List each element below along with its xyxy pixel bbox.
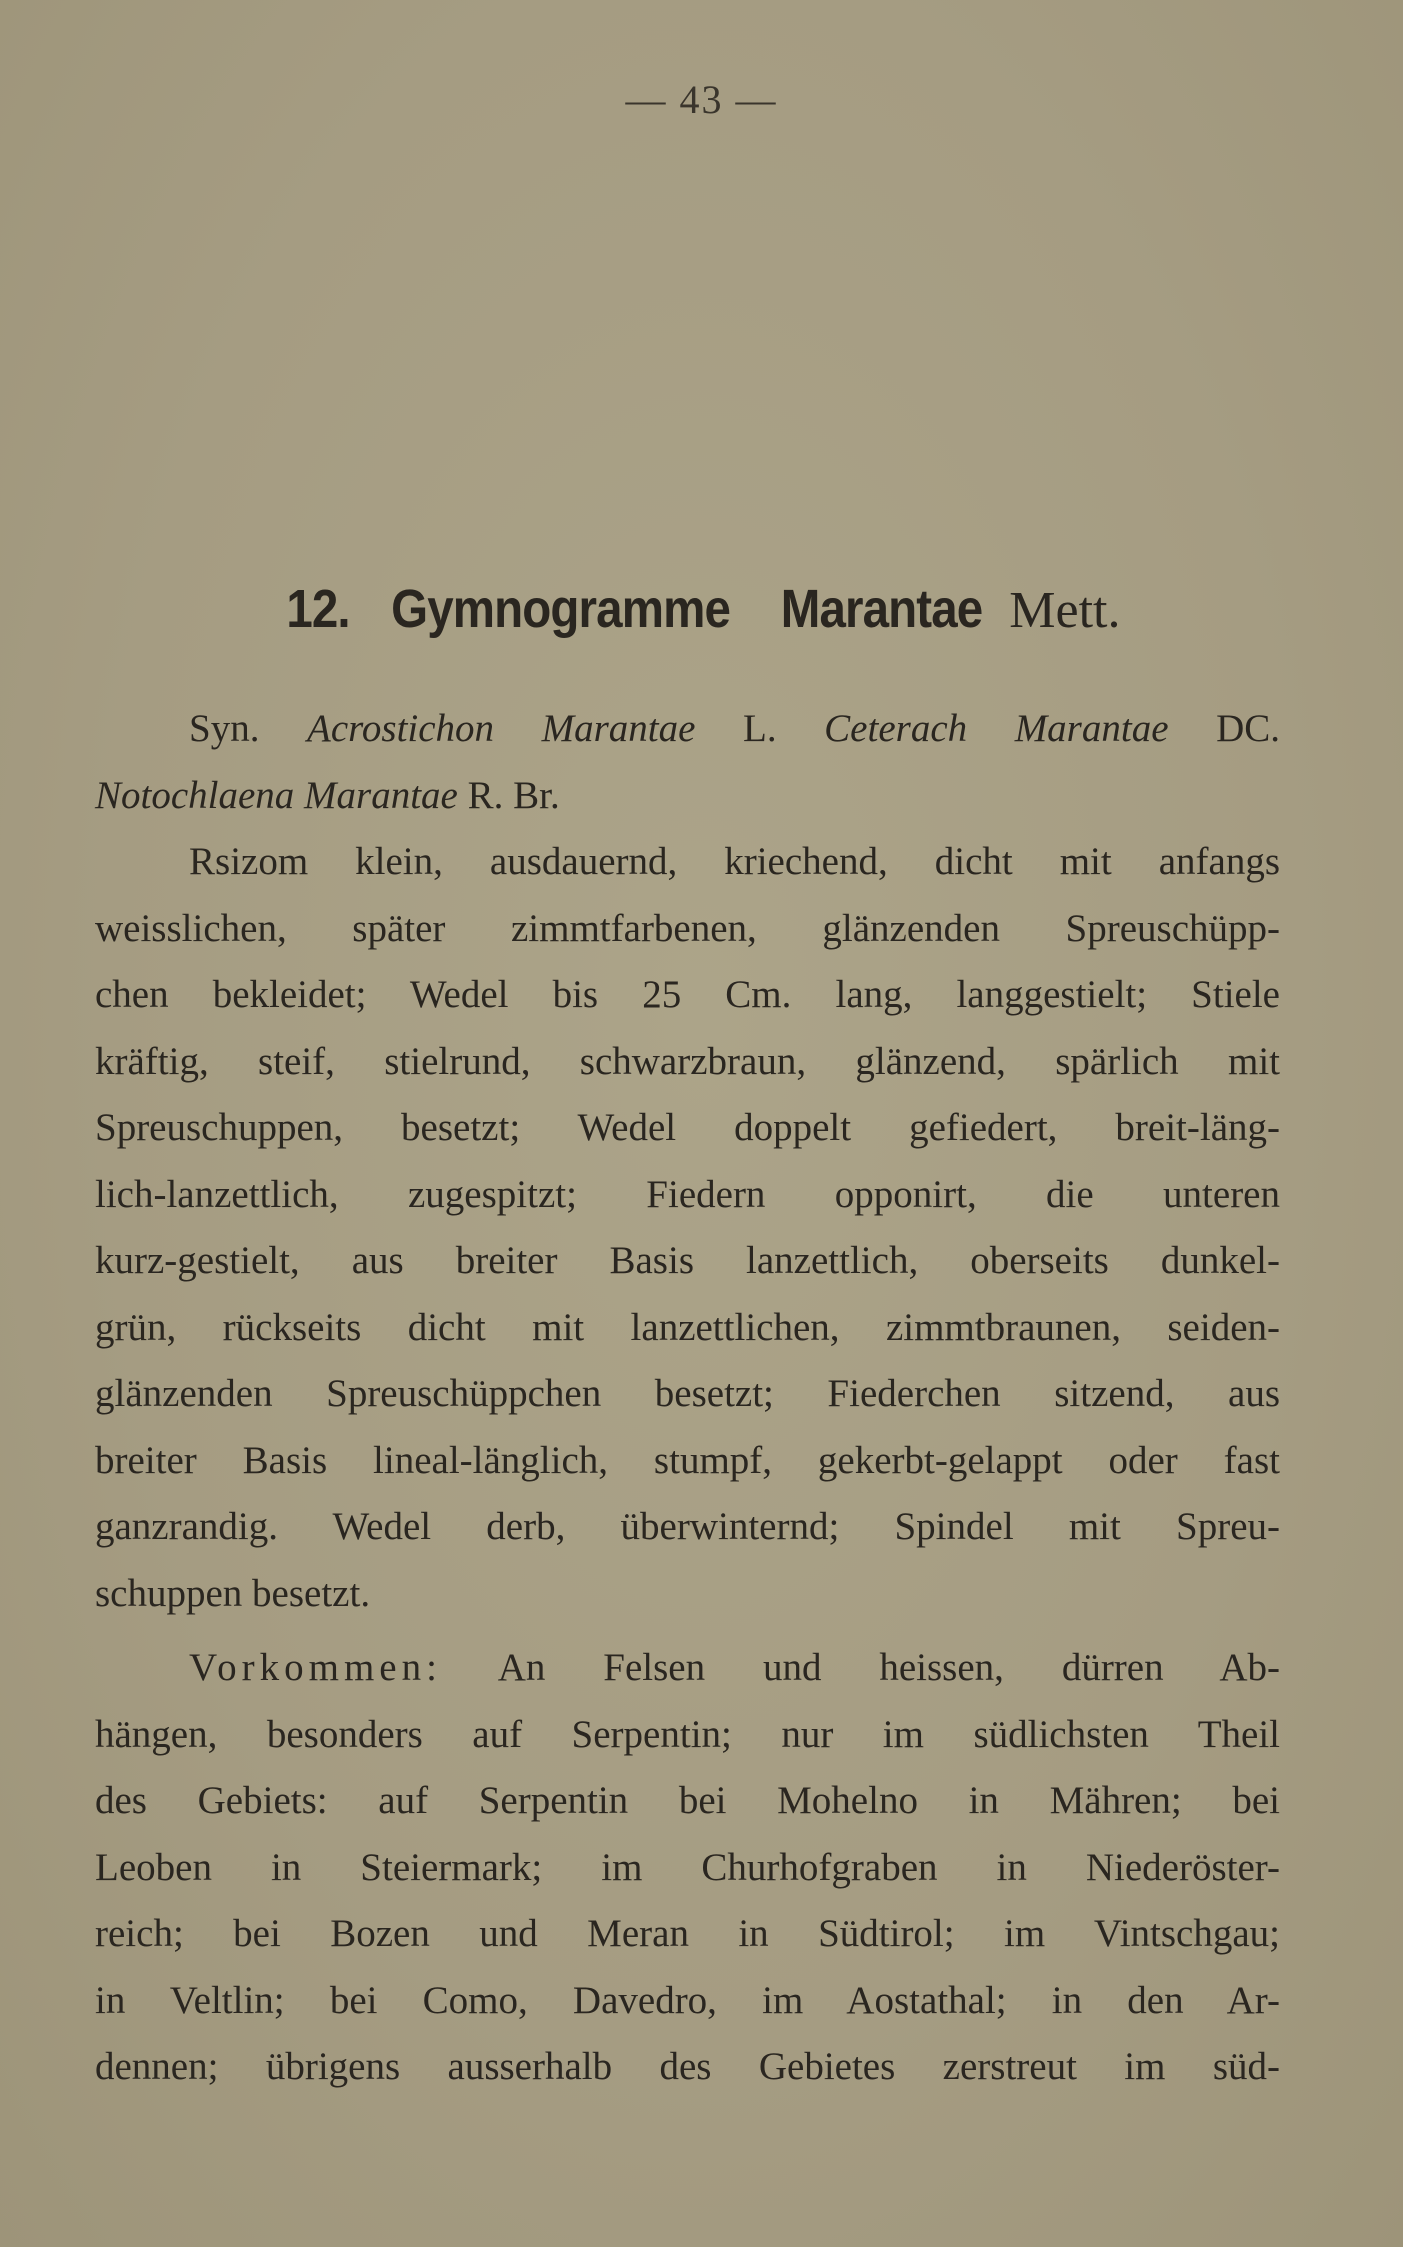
occurrence-line-1: [95, 1635, 1280, 1702]
description-line: schuppen besetzt.: [95, 1571, 371, 1615]
synonym-author: L.: [743, 707, 777, 750]
page-number: — 43 —: [625, 77, 778, 122]
description-line: breiter Basis lineal-länglich, stumpf, gekerbt-gelappt oder fast: [95, 1438, 1280, 1482]
occurrence-line: in Veltlin; bei Como, Davedro, im Aostathal; in den Ar-: [95, 1978, 1280, 2022]
occurrence-line: dennen; übrigens ausserhalb des Gebietes zerstreut im süd-: [95, 2045, 1280, 2088]
synonyms-line-1: [95, 696, 1280, 763]
occurrence-line: hängen, besonders auf Serpentin; nur im südlichsten Theil: [95, 1712, 1280, 1756]
synonym-author: DC.: [1216, 707, 1281, 750]
paragraph-gap: [95, 1627, 1280, 1635]
description-line: weisslichen, später zimmtfarbenen, glänzenden Spreuschüpp-: [95, 906, 1280, 950]
species-heading: [0, 576, 1403, 644]
author-abbreviation: Mett.: [1009, 582, 1121, 639]
occurrence-first-line-text: An Felsen und heissen, dürren Ab-: [497, 1646, 1280, 1689]
species-name: Marantae: [780, 579, 983, 639]
occurrence-label: Vorkommen:: [189, 1646, 442, 1689]
description-line: chen bekleidet; Wedel bis 25 Cm. lang, langgestielt; Stiele: [95, 973, 1280, 1016]
description-line: kräftig, steif, stielrund, schwarzbraun, glänzend, spärlich mit: [95, 1039, 1280, 1083]
synonym-author: R. Br.: [467, 773, 560, 817]
description-line: kurz-gestielt, aus breiter Basis lanzettlich, oberseits dunkel-: [95, 1239, 1280, 1282]
description-line: lich-lanzettlich, zugespitzt; Fiedern opponirt, die unteren: [95, 1172, 1280, 1216]
occurrence-line: reich; bei Bozen und Meran in Südtirol; im Vintschgau;: [95, 1912, 1280, 1955]
description-line: grün, rückseits dicht mit lanzettlichen, zimmtbraunen, seiden-: [95, 1305, 1280, 1349]
synonyms-label: Syn.: [189, 707, 260, 750]
description-line: Spreuschuppen, besetzt; Wedel doppelt gefiedert, breit-läng-: [95, 1106, 1280, 1149]
species-number: 12.: [286, 579, 351, 639]
occurrence-line: des Gebiets: auf Serpentin bei Mohelno in Mähren; bei: [95, 1779, 1280, 1822]
synonym-name: Ceterach Marantae: [824, 707, 1169, 750]
synonym-name: Notochlaena Marantae: [95, 773, 458, 817]
body-text: [95, 696, 1280, 2101]
description-line: Rsizom klein, ausdauernd, kriechend, dicht mit anfangs: [189, 840, 1280, 883]
description-line: ganzrandig. Wedel derb, überwinternd; Spindel mit Spreu-: [95, 1505, 1280, 1548]
genus-name: Gymnogramme: [391, 579, 731, 639]
synonym-name: Acrostichon Marantae: [307, 707, 696, 750]
synonyms-line-2: [95, 763, 1280, 830]
occurrence-line: Leoben in Steiermark; im Churhofgraben in Niederöster-: [95, 1845, 1280, 1889]
description-line: glänzenden Spreuschüppchen besetzt; Fiederchen sitzend, aus: [95, 1372, 1280, 1415]
